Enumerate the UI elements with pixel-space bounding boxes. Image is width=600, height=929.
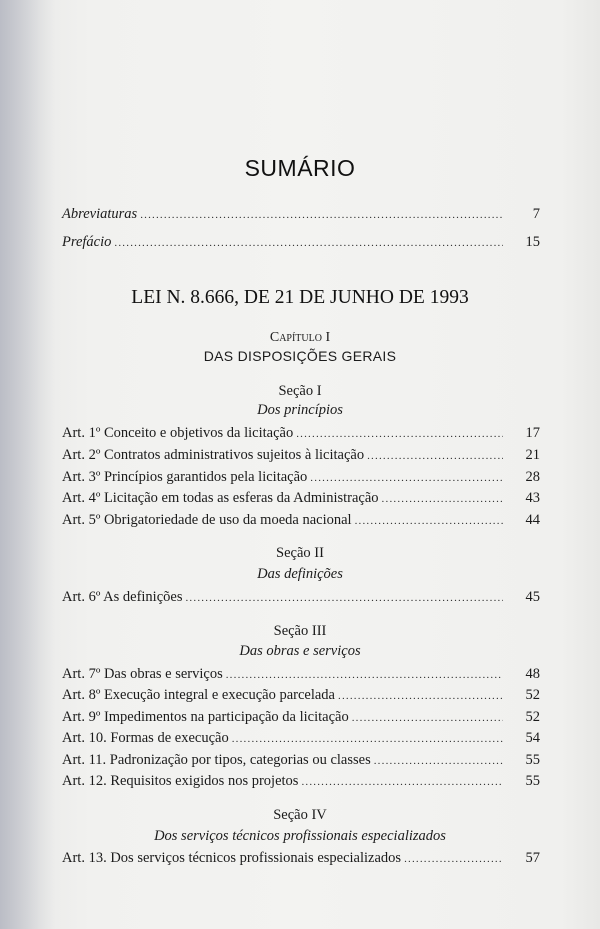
- toc-entry-page: 15: [525, 234, 540, 250]
- toc-entry-label: Abreviaturas: [62, 206, 138, 222]
- section-name: Dos princípios: [257, 402, 343, 418]
- toc-entry-label: Art. 11. Padronização por tipos, categorias ou classes: [62, 752, 371, 768]
- toc-entry: [62, 447, 540, 467]
- chapter-name: DAS DISPOSIÇÕES GERAIS: [203, 348, 397, 364]
- toc-entry-label: Art. 13. Dos serviços técnicos profissionais especializados: [62, 850, 402, 866]
- toc-entry-page: 48: [525, 666, 540, 682]
- toc-entry-page: 43: [525, 490, 540, 506]
- page-title: SUMÁRIO: [244, 155, 356, 181]
- toc-entry: [62, 512, 540, 532]
- toc-entry-label: Art. 10. Formas de execução: [62, 730, 229, 746]
- law-title: LEI N. 8.666, DE 21 DE JUNHO DE 1993: [131, 287, 469, 308]
- section-label: Seção III: [273, 623, 327, 639]
- toc-entry-label: Art. 4º Licitação em todas as esferas da Administração: [62, 490, 379, 506]
- toc-entry-page: 55: [525, 752, 540, 768]
- toc-entry-page: 54: [525, 730, 540, 746]
- toc-entry-label: Art. 9º Impedimentos na participação da licitação: [62, 709, 349, 725]
- toc-entry: [62, 773, 540, 793]
- toc-entry-label: Art. 1º Conceito e objetivos da licitação: [62, 425, 294, 441]
- dot-leader: [374, 755, 503, 767]
- toc-entry: [62, 469, 540, 489]
- toc-entry-label: Art. 3º Princípios garantidos pela licitação: [62, 469, 308, 485]
- toc-entry-label: Art. 7º Das obras e serviços: [62, 666, 223, 682]
- toc-entry-abreviaturas: [62, 206, 540, 226]
- toc-entry: [62, 687, 540, 707]
- toc-entry: [62, 589, 540, 609]
- toc-entry-page: 45: [525, 589, 540, 605]
- toc-entry-page: 52: [525, 687, 540, 703]
- section-label: Seção II: [276, 545, 324, 561]
- toc-entry-page: 52: [525, 709, 540, 725]
- dot-leader: [140, 209, 503, 221]
- dot-leader: [296, 428, 503, 440]
- section-label: Seção I: [278, 383, 322, 399]
- toc-entry: [62, 490, 540, 510]
- toc-entry-page: 44: [525, 512, 540, 528]
- toc-entry-page: 17: [525, 425, 540, 441]
- toc-entry-label: Prefácio: [62, 234, 112, 250]
- toc-entry-page: 21: [525, 447, 540, 463]
- toc-entry-label: Art. 8º Execução integral e execução parcelada: [62, 687, 335, 703]
- dot-leader: [310, 472, 503, 484]
- dot-leader: [114, 237, 503, 249]
- toc-entry: [62, 850, 540, 870]
- toc-entry-page: 28: [525, 469, 540, 485]
- dot-leader: [355, 515, 503, 527]
- toc-entry-label: Art. 5º Obrigatoriedade de uso da moeda nacional: [62, 512, 352, 528]
- chapter-label: Capítulo I: [269, 330, 331, 345]
- toc-entry-page: 7: [532, 206, 540, 222]
- dot-leader: [185, 592, 503, 604]
- section-label: Seção IV: [273, 807, 327, 823]
- toc-entry-page: 55: [525, 773, 540, 789]
- page-gutter-shadow: [0, 0, 55, 929]
- section-name: Das definições: [257, 566, 343, 582]
- toc-entry: [62, 730, 540, 750]
- toc-entry-page: 57: [525, 850, 540, 866]
- toc-entry: [62, 752, 540, 772]
- toc-entry: [62, 709, 540, 729]
- dot-leader: [232, 733, 503, 745]
- toc-entry-prefacio: [62, 234, 540, 254]
- dot-leader: [226, 669, 503, 681]
- toc-entry: [62, 425, 540, 445]
- dot-leader: [367, 450, 503, 462]
- toc-entry-label: Art. 2º Contratos administrativos sujeitos à licitação: [62, 447, 365, 463]
- dot-leader: [382, 493, 503, 505]
- dot-leader: [352, 712, 503, 724]
- dot-leader: [301, 776, 503, 788]
- toc-entry-label: Art. 6º As definições: [62, 589, 183, 605]
- toc-entry-label: Art. 12. Requisitos exigidos nos projetos: [62, 773, 299, 789]
- section-name: Dos serviços técnicos profissionais especializados: [154, 828, 446, 844]
- section-name: Das obras e serviços: [239, 643, 361, 659]
- dot-leader: [338, 690, 503, 702]
- dot-leader: [404, 853, 503, 865]
- toc-entry: [62, 666, 540, 686]
